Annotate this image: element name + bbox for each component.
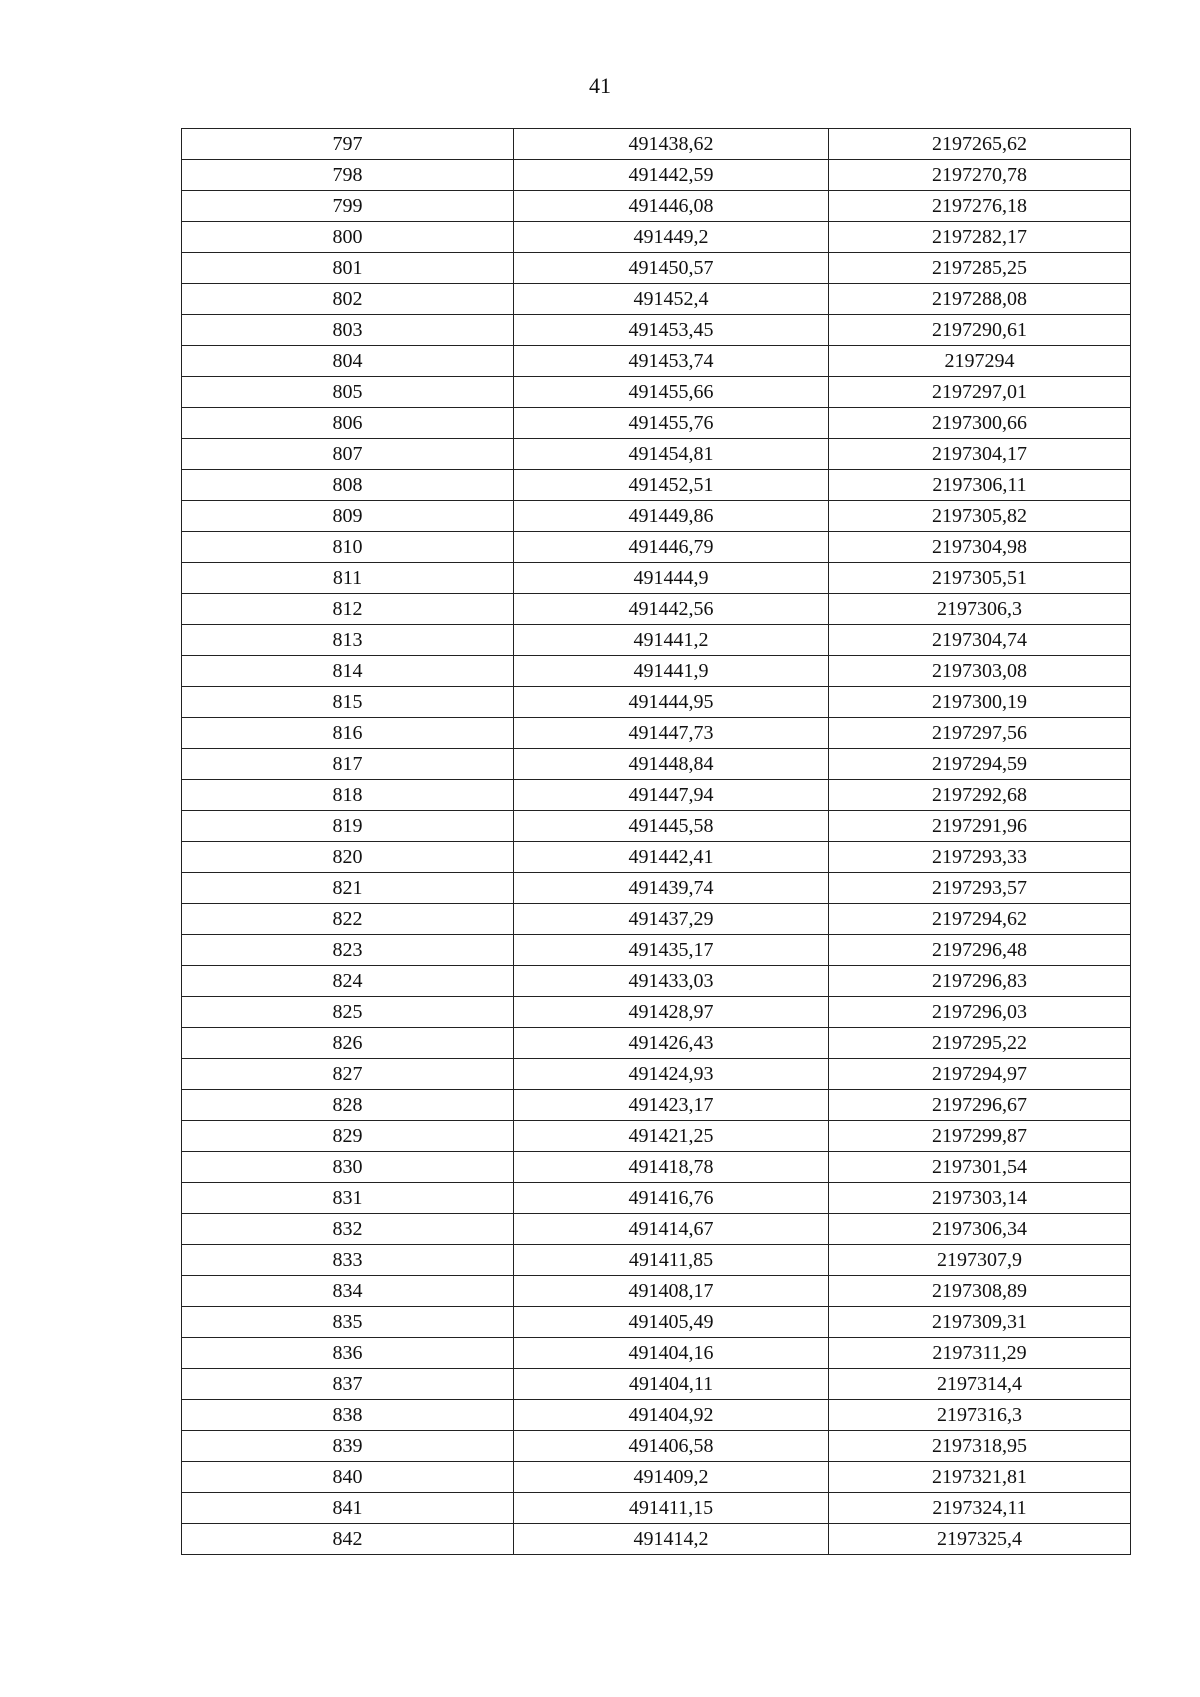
y-coordinate-cell: 2197311,29 [829, 1338, 1131, 1369]
x-coordinate-cell: 491449,2 [514, 222, 829, 253]
y-coordinate-cell: 2197325,4 [829, 1524, 1131, 1555]
x-coordinate-cell: 491442,56 [514, 594, 829, 625]
point-number-cell: 805 [182, 377, 514, 408]
point-number-cell: 799 [182, 191, 514, 222]
y-coordinate-cell: 2197265,62 [829, 129, 1131, 160]
y-coordinate-cell: 2197304,17 [829, 439, 1131, 470]
y-coordinate-cell: 2197314,4 [829, 1369, 1131, 1400]
x-coordinate-cell: 491408,17 [514, 1276, 829, 1307]
point-number-cell: 798 [182, 160, 514, 191]
x-coordinate-cell: 491438,62 [514, 129, 829, 160]
x-coordinate-cell: 491409,2 [514, 1462, 829, 1493]
y-coordinate-cell: 2197296,67 [829, 1090, 1131, 1121]
y-coordinate-cell: 2197306,3 [829, 594, 1131, 625]
x-coordinate-cell: 491450,57 [514, 253, 829, 284]
x-coordinate-cell: 491439,74 [514, 873, 829, 904]
table-row [182, 1183, 1131, 1214]
x-coordinate-cell: 491455,76 [514, 408, 829, 439]
x-coordinate-cell: 491414,2 [514, 1524, 829, 1555]
table-row [182, 1152, 1131, 1183]
table-row [182, 966, 1131, 997]
x-coordinate-cell: 491454,81 [514, 439, 829, 470]
point-number-cell: 803 [182, 315, 514, 346]
y-coordinate-cell: 2197316,3 [829, 1400, 1131, 1431]
y-coordinate-cell: 2197303,14 [829, 1183, 1131, 1214]
x-coordinate-cell: 491411,15 [514, 1493, 829, 1524]
y-coordinate-cell: 2197288,08 [829, 284, 1131, 315]
point-number-cell: 840 [182, 1462, 514, 1493]
point-number-cell: 814 [182, 656, 514, 687]
table-row [182, 1338, 1131, 1369]
y-coordinate-cell: 2197276,18 [829, 191, 1131, 222]
y-coordinate-cell: 2197285,25 [829, 253, 1131, 284]
table-row [182, 904, 1131, 935]
table-row [182, 656, 1131, 687]
y-coordinate-cell: 2197306,34 [829, 1214, 1131, 1245]
y-coordinate-cell: 2197299,87 [829, 1121, 1131, 1152]
point-number-cell: 810 [182, 532, 514, 563]
x-coordinate-cell: 491449,86 [514, 501, 829, 532]
x-coordinate-cell: 491404,11 [514, 1369, 829, 1400]
y-coordinate-cell: 2197293,57 [829, 873, 1131, 904]
x-coordinate-cell: 491437,29 [514, 904, 829, 935]
table-row [182, 1214, 1131, 1245]
table-row [182, 687, 1131, 718]
table-row [182, 470, 1131, 501]
x-coordinate-cell: 491448,84 [514, 749, 829, 780]
point-number-cell: 834 [182, 1276, 514, 1307]
y-coordinate-cell: 2197294,97 [829, 1059, 1131, 1090]
point-number-cell: 806 [182, 408, 514, 439]
x-coordinate-cell: 491453,45 [514, 315, 829, 346]
table-row [182, 997, 1131, 1028]
point-number-cell: 837 [182, 1369, 514, 1400]
x-coordinate-cell: 491441,2 [514, 625, 829, 656]
point-number-cell: 800 [182, 222, 514, 253]
point-number-cell: 824 [182, 966, 514, 997]
x-coordinate-cell: 491435,17 [514, 935, 829, 966]
y-coordinate-cell: 2197300,66 [829, 408, 1131, 439]
table-row [182, 1400, 1131, 1431]
point-number-cell: 821 [182, 873, 514, 904]
y-coordinate-cell: 2197290,61 [829, 315, 1131, 346]
x-coordinate-cell: 491433,03 [514, 966, 829, 997]
table-row [182, 253, 1131, 284]
table-row [182, 1462, 1131, 1493]
x-coordinate-cell: 491455,66 [514, 377, 829, 408]
x-coordinate-cell: 491404,92 [514, 1400, 829, 1431]
y-coordinate-cell: 2197318,95 [829, 1431, 1131, 1462]
y-coordinate-cell: 2197296,03 [829, 997, 1131, 1028]
table-row [182, 191, 1131, 222]
point-number-cell: 815 [182, 687, 514, 718]
x-coordinate-cell: 491452,51 [514, 470, 829, 501]
y-coordinate-cell: 2197293,33 [829, 842, 1131, 873]
x-coordinate-cell: 491404,16 [514, 1338, 829, 1369]
table-row [182, 377, 1131, 408]
point-number-cell: 832 [182, 1214, 514, 1245]
y-coordinate-cell: 2197301,54 [829, 1152, 1131, 1183]
x-coordinate-cell: 491453,74 [514, 346, 829, 377]
y-coordinate-cell: 2197304,74 [829, 625, 1131, 656]
table-row [182, 811, 1131, 842]
x-coordinate-cell: 491447,94 [514, 780, 829, 811]
y-coordinate-cell: 2197282,17 [829, 222, 1131, 253]
x-coordinate-cell: 491405,49 [514, 1307, 829, 1338]
y-coordinate-cell: 2197291,96 [829, 811, 1131, 842]
table-row [182, 594, 1131, 625]
y-coordinate-cell: 2197308,89 [829, 1276, 1131, 1307]
x-coordinate-cell: 491444,95 [514, 687, 829, 718]
table-row [182, 625, 1131, 656]
point-number-cell: 816 [182, 718, 514, 749]
x-coordinate-cell: 491428,97 [514, 997, 829, 1028]
table-row [182, 1276, 1131, 1307]
x-coordinate-cell: 491416,76 [514, 1183, 829, 1214]
y-coordinate-cell: 2197304,98 [829, 532, 1131, 563]
x-coordinate-cell: 491442,41 [514, 842, 829, 873]
y-coordinate-cell: 2197296,83 [829, 966, 1131, 997]
table-row [182, 873, 1131, 904]
y-coordinate-cell: 2197303,08 [829, 656, 1131, 687]
point-number-cell: 811 [182, 563, 514, 594]
y-coordinate-cell: 2197300,19 [829, 687, 1131, 718]
point-number-cell: 797 [182, 129, 514, 160]
y-coordinate-cell: 2197305,82 [829, 501, 1131, 532]
y-coordinate-cell: 2197307,9 [829, 1245, 1131, 1276]
point-number-cell: 801 [182, 253, 514, 284]
point-number-cell: 841 [182, 1493, 514, 1524]
y-coordinate-cell: 2197292,68 [829, 780, 1131, 811]
x-coordinate-cell: 491414,67 [514, 1214, 829, 1245]
table-row [182, 1524, 1131, 1555]
y-coordinate-cell: 2197270,78 [829, 160, 1131, 191]
table-row [182, 222, 1131, 253]
table-row [182, 842, 1131, 873]
point-number-cell: 839 [182, 1431, 514, 1462]
x-coordinate-cell: 491445,58 [514, 811, 829, 842]
point-number-cell: 842 [182, 1524, 514, 1555]
table-row [182, 129, 1131, 160]
y-coordinate-cell: 2197321,81 [829, 1462, 1131, 1493]
table-row [182, 501, 1131, 532]
y-coordinate-cell: 2197296,48 [829, 935, 1131, 966]
x-coordinate-cell: 491423,17 [514, 1090, 829, 1121]
point-number-cell: 830 [182, 1152, 514, 1183]
point-number-cell: 812 [182, 594, 514, 625]
point-number-cell: 813 [182, 625, 514, 656]
point-number-cell: 828 [182, 1090, 514, 1121]
y-coordinate-cell: 2197309,31 [829, 1307, 1131, 1338]
point-number-cell: 823 [182, 935, 514, 966]
table-row [182, 408, 1131, 439]
table-row [182, 1245, 1131, 1276]
point-number-cell: 804 [182, 346, 514, 377]
point-number-cell: 827 [182, 1059, 514, 1090]
table-row [182, 563, 1131, 594]
table-row [182, 1493, 1131, 1524]
point-number-cell: 826 [182, 1028, 514, 1059]
x-coordinate-cell: 491444,9 [514, 563, 829, 594]
x-coordinate-cell: 491411,85 [514, 1245, 829, 1276]
x-coordinate-cell: 491446,79 [514, 532, 829, 563]
table-row [182, 1121, 1131, 1152]
table-row [182, 439, 1131, 470]
point-number-cell: 809 [182, 501, 514, 532]
table-row [182, 315, 1131, 346]
table-row [182, 749, 1131, 780]
table-row [182, 346, 1131, 377]
point-number-cell: 825 [182, 997, 514, 1028]
table-row [182, 160, 1131, 191]
x-coordinate-cell: 491447,73 [514, 718, 829, 749]
y-coordinate-cell: 2197295,22 [829, 1028, 1131, 1059]
table-row [182, 935, 1131, 966]
point-number-cell: 829 [182, 1121, 514, 1152]
table-row [182, 1059, 1131, 1090]
x-coordinate-cell: 491446,08 [514, 191, 829, 222]
table-row [182, 780, 1131, 811]
y-coordinate-cell: 2197324,11 [829, 1493, 1131, 1524]
point-number-cell: 819 [182, 811, 514, 842]
point-number-cell: 808 [182, 470, 514, 501]
x-coordinate-cell: 491441,9 [514, 656, 829, 687]
x-coordinate-cell: 491424,93 [514, 1059, 829, 1090]
y-coordinate-cell: 2197294 [829, 346, 1131, 377]
y-coordinate-cell: 2197294,62 [829, 904, 1131, 935]
point-number-cell: 817 [182, 749, 514, 780]
table-row [182, 1307, 1131, 1338]
point-number-cell: 820 [182, 842, 514, 873]
table-row [182, 1369, 1131, 1400]
x-coordinate-cell: 491442,59 [514, 160, 829, 191]
x-coordinate-cell: 491426,43 [514, 1028, 829, 1059]
x-coordinate-cell: 491452,4 [514, 284, 829, 315]
point-number-cell: 836 [182, 1338, 514, 1369]
x-coordinate-cell: 491418,78 [514, 1152, 829, 1183]
point-number-cell: 835 [182, 1307, 514, 1338]
y-coordinate-cell: 2197305,51 [829, 563, 1131, 594]
point-number-cell: 802 [182, 284, 514, 315]
y-coordinate-cell: 2197294,59 [829, 749, 1131, 780]
coordinates-table-body [182, 129, 1131, 1555]
coordinates-table [181, 128, 1131, 1555]
page-number: 41 [589, 73, 611, 98]
table-row [182, 1028, 1131, 1059]
table-row [182, 718, 1131, 749]
y-coordinate-cell: 2197297,01 [829, 377, 1131, 408]
point-number-cell: 833 [182, 1245, 514, 1276]
point-number-cell: 822 [182, 904, 514, 935]
x-coordinate-cell: 491406,58 [514, 1431, 829, 1462]
point-number-cell: 831 [182, 1183, 514, 1214]
x-coordinate-cell: 491421,25 [514, 1121, 829, 1152]
table-row [182, 284, 1131, 315]
table-row [182, 1090, 1131, 1121]
table-row [182, 1431, 1131, 1462]
point-number-cell: 807 [182, 439, 514, 470]
point-number-cell: 838 [182, 1400, 514, 1431]
point-number-cell: 818 [182, 780, 514, 811]
y-coordinate-cell: 2197306,11 [829, 470, 1131, 501]
y-coordinate-cell: 2197297,56 [829, 718, 1131, 749]
table-row [182, 532, 1131, 563]
